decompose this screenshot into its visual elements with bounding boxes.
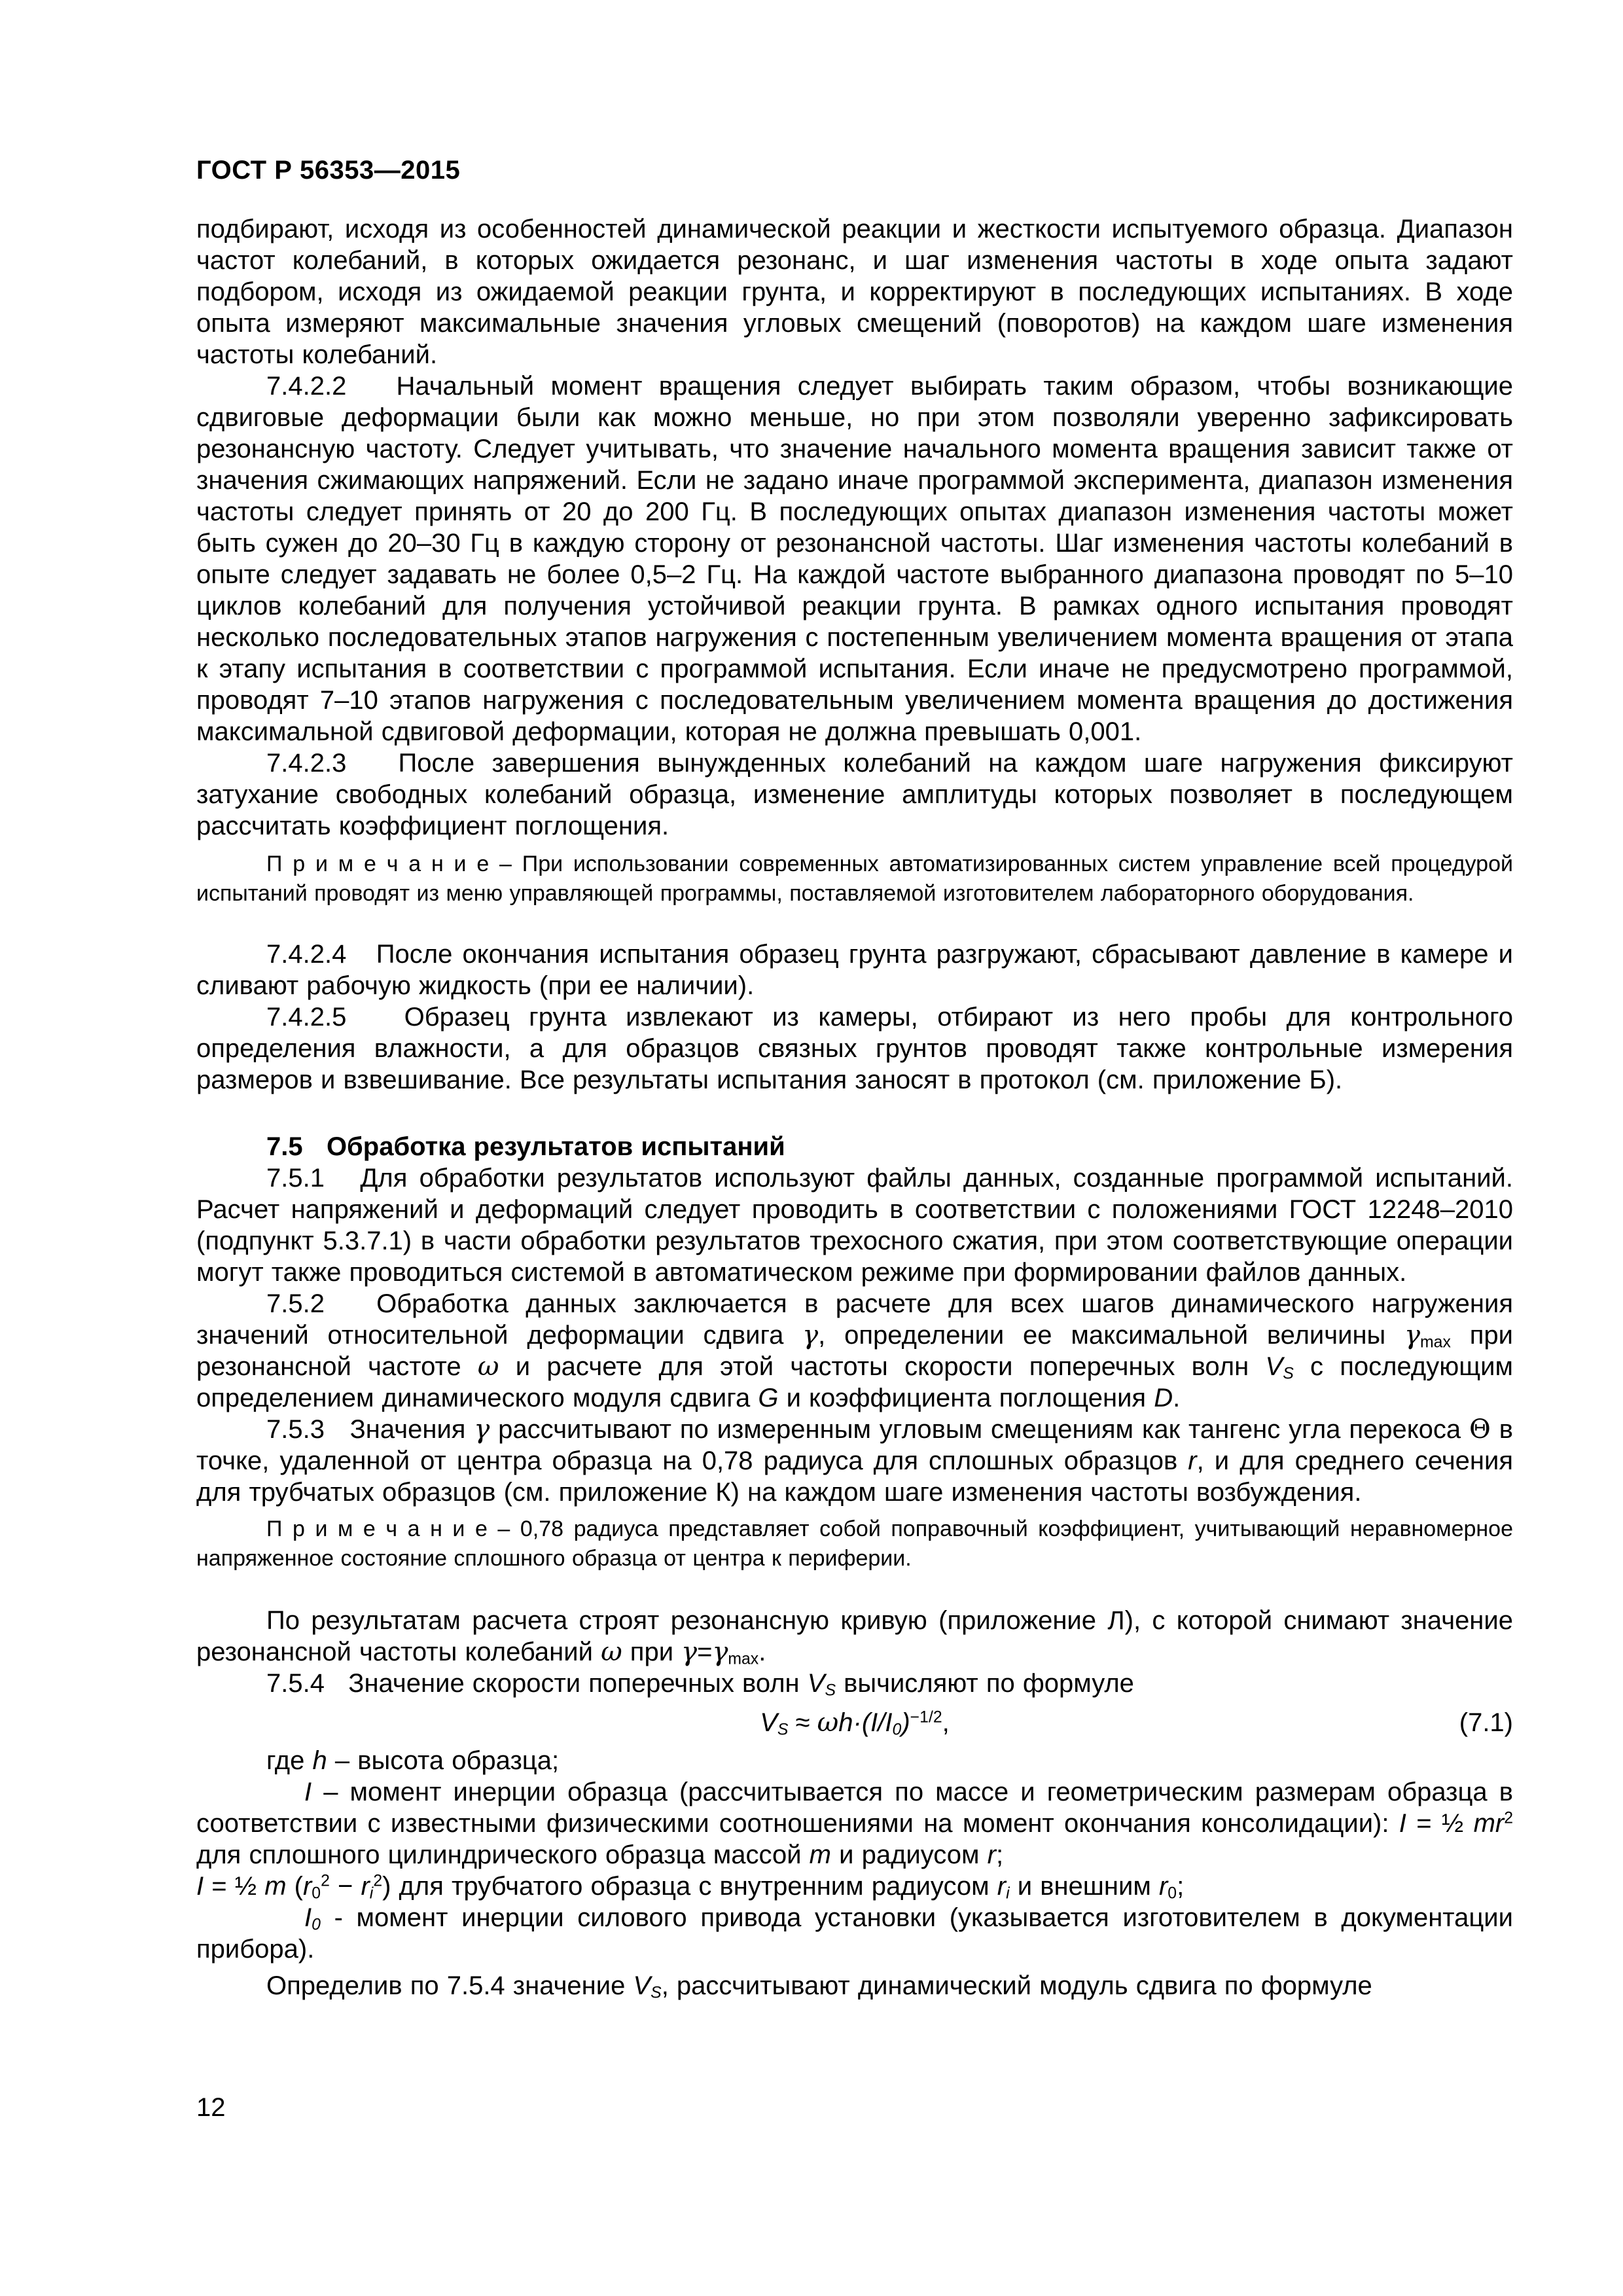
paragraph-7-5-2: 7.5.2 Обработка данных заключается в расчете для всех шагов динамического нагружения значений относительной деформации сдвига γ, определении ее максимальной величины γmax при резонансной частоте ω и расчете для этой частоты скорости поперечных волн VS с последующим определением динамического модуля сдвига G и коэффициента поглощения D. <box>196 1289 1513 1412</box>
paragraph-7-4-2-4: 7.4.2.4 После окончания испытания образец грунта разгружают, сбрасывают давление в камере и сливают рабочую жидкость (при ее наличии). <box>196 940 1513 1000</box>
paragraph-7-4-2-3: 7.4.2.3 После завершения вынужденных колебаний на каждом шаге нагружения фиксируют затухание свободных колебаний образца, изменение амплитуды которых позволяет в последующем рассчитать коэффициент поглощения. <box>196 749 1513 840</box>
formula-number: (7.1) <box>1459 1708 1513 1737</box>
paragraph-7-5-4: 7.5.4 Значение скорости поперечных волн VS вычисляют по формуле <box>266 1669 1134 1700</box>
paragraph-7-4-2-5: 7.4.2.5 Образец грунта извлекают из камеры, отбирают из него пробы для контрольного определения влажности, а для образцов связных грунтов проводят также контрольные измерения размеров и взвешивание. Все результаты испытания заносят в протокол (см. приложение Б). <box>196 1003 1513 1094</box>
paragraph-where-drive-inertia: I0 - момент инерции силового привода установки (указывается изготовителем в документации прибора). <box>196 1903 1513 1964</box>
section-heading-7-5: 7.5 Обработка результатов испытаний <box>266 1132 785 1161</box>
paragraph-where-h: где h – высота образца; <box>266 1746 560 1775</box>
page-number: 12 <box>196 2093 226 2122</box>
paragraph-where-inertia-moment: I – момент инерции образца (рассчитывается по массе и геометрическим размерам образца в соответствии с известными физическими соотношениями на момент окончания консолидации): I = ½ $mr^2$ для сплошного цилиндрического образца массой m и радиусом r; <box>196 1778 1514 1869</box>
note-automated-systems: П р и м е ч а н и е – При использовании современных автоматизированных систем управление всей процедурой испытаний проводят из меню управляющей программы, поставляемой изготовителем лабораторного оборудования. <box>196 852 1513 906</box>
page-content <box>196 213 1513 2001</box>
paragraph-where-tube-inertia: I = ½ m $(r0^2 - ri^2)$ для трубчатого образца с внутренним радиусом ri и внешним r0; <box>196 1872 1185 1903</box>
document-number: ГОСТ Р 56353—2015 <box>196 156 461 185</box>
formula-expression: VS ≈ $\omega h\cdot(I/I0)^{-1/2}$, <box>760 1708 950 1739</box>
formula-7-1 <box>196 1707 1513 1738</box>
paragraph-7-5-1: 7.5.1 Для обработки результатов используют файлы данных, созданные программой испытаний. Расчет напряжений и деформаций следует проводить в соответствии с положениями ГОСТ 12248–2010 (подпункт 5.3.7.1) в части обработки результатов трехосного сжатия, при этом соответствующие операции могут также проводиться системой в автоматическом режиме при формировании файлов данных. <box>196 1164 1513 1287</box>
paragraph-7-5-3: 7.5.3 Значения γ рассчитывают по измеренным угловым смещениям как тангенс угла перекоса Θ в точке, удаленной от центра образца на 0,78 радиуса для сплошных образцов r, и для среднего сечения для трубчатых образцов (см. приложение К) на каждом шаге изменения частоты возбуждения. <box>196 1414 1514 1507</box>
paragraph-7-4-2-2: 7.4.2.2 Начальный момент вращения следует выбирать таким образом, чтобы возникающие сдвиговые деформации были как можно меньше, но при этом позволяли уверенно зафиксировать резонансную частоту. Следует учитывать, что значение начального момента вращения зависит также от значения сжимающих напряжений. Если не задано иначе программой эксперимента, диапазон изменения частоты следует принять от 20 до 200 Гц. В последующих опытах диапазон изменения частоты может быть сужен до 20–30 Гц в каждую сторону от резонансной частоты. Шаг изменения частоты колебаний в опыте следует задавать не более 0,5–2 Гц. На каждой частоте выбранного диапазона проводят по 5–10 циклов колебаний для получения устойчивой реакции грунта. В рамках одного испытания проводят несколько последовательных этапов нагружения с постепенным увеличением момента вращения от этапа к этапу испытания в соответствии с программой испытания. Если иначе не предусмотрено программой, проводят 7–10 этапов нагружения с последовательным увеличением момента вращения до достижения максимальной сдвиговой деформации, которая не должна превышать 0,001. <box>196 372 1513 746</box>
paragraph-continuation: подбирают, исходя из особенностей динамической реакции и жесткости испытуемого образца. Диапазон частот колебаний, в которых ожидается резонанс, и шаг изменения частоты в ходе опыта задают подбором, исходя из ожидаемой реакции грунта, и корректируют в последующих испытаниях. В ходе опыта измеряют максимальные значения угловых смещений (поворотов) на каждом шаге изменения частоты колебаний. <box>196 215 1513 369</box>
note-correction-coefficient: П р и м е ч а н и е – 0,78 радиуса представляет собой поправочный коэффициент, учитывающий неравномерное напряженное состояние сплошного образца от центра к периферии. <box>196 1516 1513 1571</box>
paragraph-resonance-curve: По результатам расчета строят резонансную кривую (приложение Л), с которой снимают значение резонансной частоты колебаний ω при γ=γmax. <box>196 1606 1513 1668</box>
paragraph-final: Определив по 7.5.4 значение VS, рассчитывают динамический модуль сдвига по формуле <box>266 1971 1372 2002</box>
